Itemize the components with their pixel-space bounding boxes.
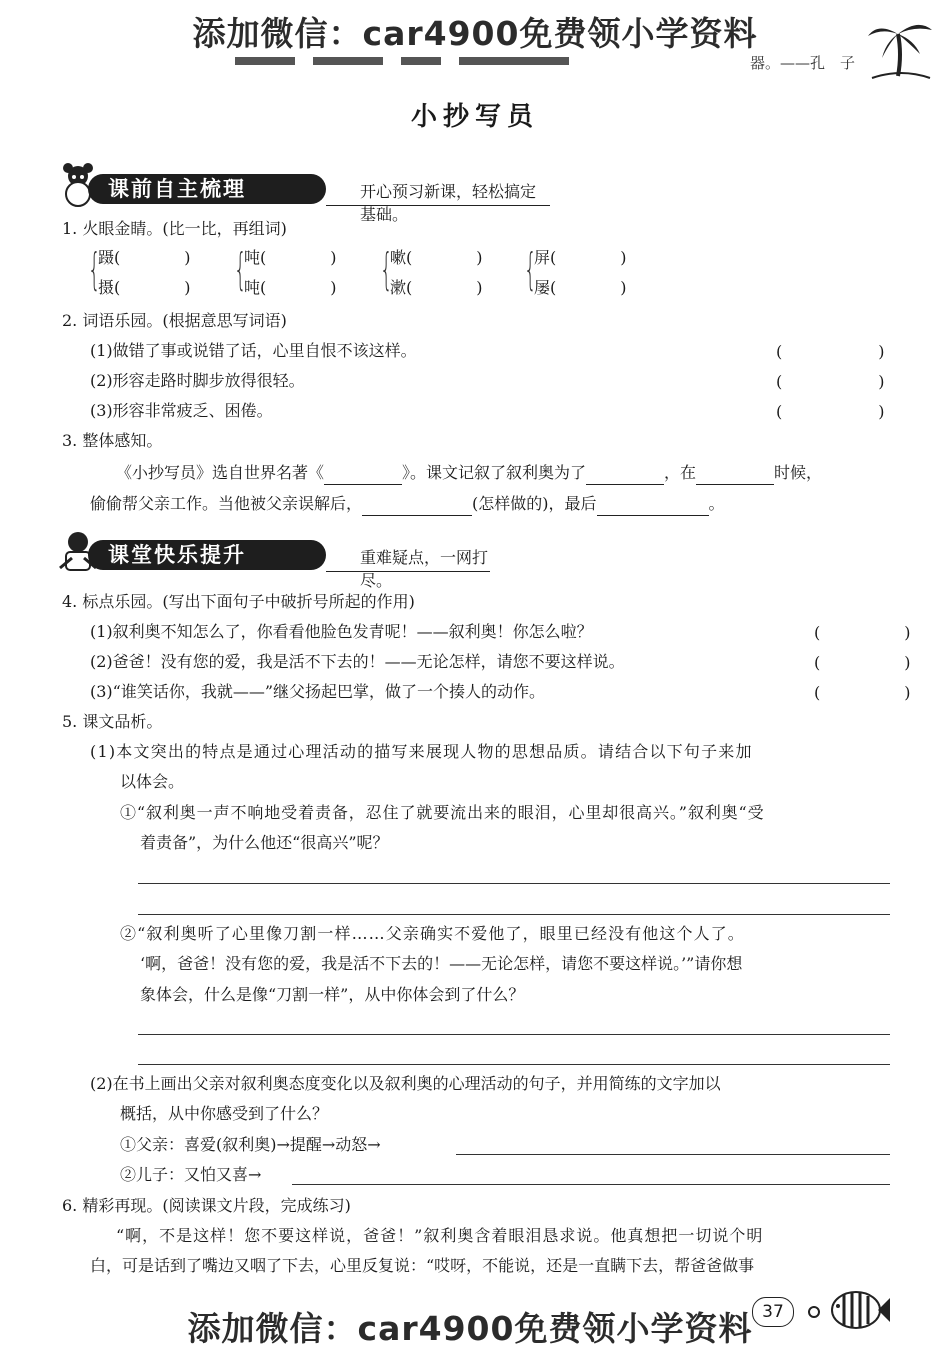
q3-line-2 [90, 492, 890, 516]
answer-paren[interactable]: ( ) [776, 372, 885, 391]
answer-blank[interactable] [597, 497, 709, 516]
section-banner-preview [58, 170, 550, 224]
q5-part1-line1: (1)本文突出的特点是通过心理活动的描写来展现人物的思想品质。请结合以下句子来加 [90, 742, 753, 761]
palm-tree-icon [868, 14, 934, 80]
q2-item-3: (3)形容非常疲乏、困倦。 [90, 401, 273, 420]
answer-line[interactable] [456, 1154, 890, 1155]
answer-paren[interactable]: ( ) [814, 653, 915, 672]
pair-4-b: 屡( ) [534, 278, 627, 297]
section-subtitle: 重难疑点，一网打尽。 [360, 548, 489, 590]
pair-1-b: 摄( ) [98, 278, 191, 297]
section-label: 课前自主梳理 [88, 174, 326, 204]
answer-blank[interactable] [362, 497, 472, 516]
answer-blank[interactable] [324, 466, 402, 485]
q5-s2-line1: ②“叙利奥听了心里像刀割一样……父亲确实不爱他了，眼里已经没有他这个人了。 [120, 924, 745, 943]
q5-son-line: ②儿子：又怕又喜→ [120, 1165, 262, 1184]
answer-line[interactable] [138, 883, 890, 884]
answer-paren[interactable]: ( ) [776, 342, 885, 361]
pair-3-b: 漱( ) [390, 278, 483, 297]
q3-text: 时候， [774, 463, 823, 482]
brace-icon: { [380, 244, 393, 295]
brace-icon: { [524, 244, 537, 295]
pair-3-a: 嗽( ) [390, 248, 483, 267]
answer-blank[interactable] [586, 466, 664, 485]
header-quote: 器。——孔 子 [749, 54, 855, 72]
q2-item-2: (2)形容走路时脚步放得很轻。 [90, 371, 305, 390]
pair-2-a: 吨( ) [244, 248, 337, 267]
q3-text: 《小抄写员》选自世界名著《 [116, 463, 325, 482]
char-compare-group [88, 246, 688, 306]
q6-passage-line2: 白，可是话到了嘴边又咽了下去，心里反复说：“哎呀，不能说，还是一直瞒下去，帮爸爸做事 [90, 1256, 755, 1275]
q5-part2-line1: (2)在书上画出父亲对叙利奥态度变化以及叙利奥的心理活动的句子，并用简练的文字加以 [90, 1074, 721, 1093]
page-title: 小抄写员 [410, 102, 539, 132]
q3-text: 》。课文记叙了叙利奥为了 [402, 463, 587, 482]
q3-text: 偷偷帮父亲工作。当他被父亲误解后， [90, 494, 363, 513]
answer-line[interactable] [138, 1064, 890, 1065]
q5-part1-line2: 以体会。 [120, 772, 185, 791]
q3-text: (怎样做的)，最后 [472, 494, 597, 513]
fish-icon [800, 1286, 890, 1334]
q3-text: 。 [708, 494, 725, 513]
pair-4-a: 屏( ) [534, 248, 627, 267]
q2-item-1: (1)做错了事或说错了话，心里自恨不该这样。 [90, 341, 417, 360]
answer-paren[interactable]: ( ) [776, 402, 885, 421]
answer-line[interactable] [138, 914, 890, 915]
brace-icon: { [88, 244, 101, 295]
question-2-title: 2. 词语乐园。(根据意思写词语) [62, 311, 287, 330]
q5-s2-line2: ‘啊，爸爸！没有您的爱，我是活不下去的！——无论怎样，请您不要这样说。’”请你想 [140, 954, 743, 973]
section-subtitle: 开心预习新课，轻松搞定基础。 [360, 182, 537, 224]
q3-text: ，在 [664, 463, 697, 482]
page-number: 37 [752, 1297, 794, 1327]
question-3-title: 3. 整体感知。 [62, 431, 163, 450]
q5-father-line: ①父亲：喜爱(叙利奥)→提醒→动怒→ [120, 1135, 381, 1154]
answer-paren[interactable]: ( ) [814, 683, 915, 702]
divider [326, 571, 490, 572]
q5-part2-line2: 概括，从中你感受到了什么？ [120, 1104, 329, 1123]
answer-blank[interactable] [696, 466, 774, 485]
question-5-title: 5. 课文品析。 [62, 712, 163, 731]
q4-item-3: (3)“谁笑话你，我就——”继父扬起巴掌，做了一个揍人的动作。 [90, 682, 546, 701]
question-4-title: 4. 标点乐园。(写出下面句子中破折号所起的作用) [62, 592, 415, 611]
q5-s1-line2: 着责备”，为什么他还“很高兴”呢？ [140, 833, 389, 852]
section-label: 课堂快乐提升 [88, 540, 326, 570]
question-6-title: 6. 精彩再现。(阅读课文片段，完成练习) [62, 1196, 351, 1215]
q4-item-1: (1)叙利奥不知怎么了，你看看他脸色发青呢！——叙利奥！你怎么啦？ [90, 622, 593, 641]
brace-icon: { [234, 244, 247, 295]
q5-s1-line1: ①“叙利奥一声不响地受着责备，忍住了就要流出来的眼泪，心里却很高兴。”叙利奥“受 [120, 803, 765, 822]
q6-passage-line1: “啊，不是这样！您不要这样说，爸爸！”叙利奥含着眼泪恳求说。他真想把一切说个明 [116, 1226, 764, 1245]
q3-line-1 [116, 461, 896, 485]
cut-off-header-text [235, 50, 615, 70]
section-banner-classroom [58, 536, 490, 590]
question-1-title: 1. 火眼金睛。(比一比，再组词) [62, 219, 287, 238]
q4-item-2: (2)爸爸！没有您的爱，我是活不下去的！——无论怎样，请您不要这样说。 [90, 652, 625, 671]
answer-line[interactable] [138, 1034, 890, 1035]
answer-line[interactable] [292, 1184, 890, 1185]
watermark-bottom: 添加微信：car4900免费领小学资料 [187, 1309, 753, 1348]
pair-1-a: 蹑( ) [98, 248, 191, 267]
divider [326, 205, 550, 206]
watermark-top: 添加微信：car4900免费领小学资料 [192, 14, 758, 53]
answer-paren[interactable]: ( ) [814, 623, 915, 642]
pair-2-b: 吨( ) [244, 278, 337, 297]
q5-s2-line3: 象体会，什么是像“刀割一样”，从中你体会到了什么？ [140, 985, 525, 1004]
